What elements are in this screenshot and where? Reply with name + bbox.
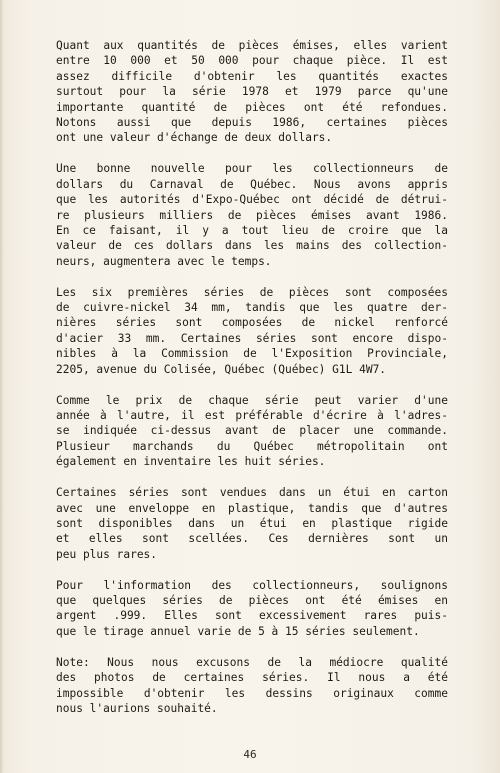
text-line: importante quantité de pièces ont été refondues. — [56, 100, 448, 114]
text-line: Pour l'information des collectionneurs, soulignons — [56, 578, 448, 592]
paragraph-good-news — [56, 161, 448, 269]
paragraph-composition — [56, 285, 448, 377]
text-line: 2205, avenue du Colisée, Québec (Québec) G1L 4W7. — [56, 362, 387, 376]
text-line: Une bonne nouvelle pour les collectionneurs de — [56, 162, 448, 176]
text-line: surtout pour la série 1978 et 1979 parce qu'une — [56, 85, 448, 99]
text-line: Notons aussi que depuis 1986, certaines pièces — [56, 115, 448, 129]
text-line: argent .999. Elles sont excessivement rares puis- — [56, 609, 448, 623]
text-line: Note: Nous nous excusons de la médiocre qualité — [56, 655, 448, 669]
text-line: de cuivre-nickel 34 mm, tandis que les quatre der- — [56, 301, 448, 315]
paragraph-silver — [56, 578, 448, 640]
text-line: peu plus rares. — [56, 547, 158, 561]
text-line: se indiquée ci-dessus avant de placer une commande. — [56, 424, 448, 438]
text-line: des photos de certaines séries. Il nous a été — [56, 671, 448, 685]
text-line: sont disponibles dans un étui en plastique rigide — [56, 516, 448, 530]
text-line: année à l'autre, il est préférable d'écrire à l'adres- — [56, 408, 448, 422]
text-line: que les autorités d'Expo-Québec ont décidé de détrui- — [56, 193, 448, 207]
text-line: nières séries sont composées de nickel renforcé — [56, 316, 448, 330]
text-line: avec une enveloppe en plastique, tandis que d'autres — [56, 501, 448, 515]
text-line: Les six premières séries de pièces sont composées — [56, 285, 448, 299]
text-line: Plusieur marchands du Québec métropolitain ont — [56, 439, 448, 453]
text-line: neurs, augmentera avec le temps. — [56, 254, 272, 268]
text-line: entre 10 000 et 50 000 pour chaque pièce. Il est — [56, 54, 448, 68]
text-line: Comme le prix de chaque série peut varier d'une — [56, 393, 448, 407]
text-line: En ce faisant, il y a tout lieu de croire que la — [56, 223, 448, 237]
text-line: également en inventaire les huit séries. — [56, 455, 326, 469]
text-line: ont une valeur d'échange de deux dollars. — [56, 131, 333, 145]
text-line: que le tirage annuel varie de 5 à 15 séries seulement. — [56, 624, 420, 638]
text-line: Certaines séries sont vendues dans un étui en carton — [56, 486, 448, 500]
paragraph-price — [56, 393, 448, 470]
text-line: assez difficile d'obtenir les quantités exactes — [56, 69, 448, 83]
text-line: et elles sont scellées. Ces dernières sont un — [56, 532, 448, 546]
text-line: d'acier 33 mm. Certaines séries sont encore dispo- — [56, 331, 448, 345]
paragraph-quantities — [56, 38, 448, 146]
body-text — [56, 38, 448, 732]
text-line: que quelques séries de pièces ont été émises en — [56, 594, 448, 608]
text-line: impossible d'obtenir les dessins originaux comme — [56, 686, 448, 700]
paragraph-packaging — [56, 485, 448, 562]
paragraph-note — [56, 655, 448, 717]
text-line: dollars du Carnaval de Québec. Nous avons appris — [56, 177, 448, 191]
text-line: re plusieurs milliers de pièces émises avant 1986. — [56, 208, 448, 222]
text-line: valeur de ces dollars dans les mains des collection- — [56, 239, 448, 253]
text-line: Quant aux quantités de pièces émises, elles varient — [56, 39, 448, 52]
text-line: nibles à la Commission de l'Exposition Provinciale, — [56, 347, 448, 361]
page-number: 46 — [243, 748, 257, 761]
text-line: nous l'aurions souhaité. — [56, 702, 218, 716]
